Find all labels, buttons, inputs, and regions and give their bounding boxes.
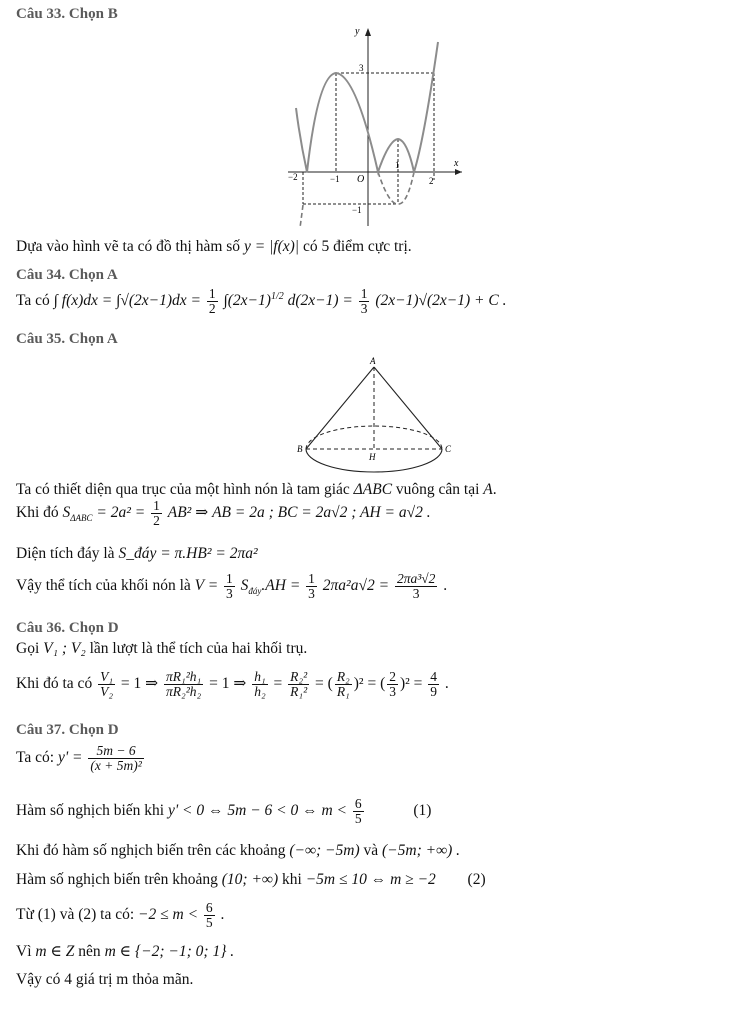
cone-label-A: A <box>370 356 376 366</box>
q34-heading: Câu 34. Chọn A <box>16 267 118 283</box>
q35-line4: Vậy thể tích của khối nón là V = $\frac{1}{3}$ $S_{đáy}.AH$ = $\frac{1}{3}$ 2πa²a√2 = $\frac{\text{2πa³√2}}{3}$ . <box>16 571 448 602</box>
q33-formula: y = |f(x)| <box>243 238 300 255</box>
q37-line1: Ta có: y' = $\frac{5m - 6}{\text{(x + 5m)²}}$ <box>16 743 142 774</box>
graph-tick-neg1: −1 <box>330 174 340 184</box>
graph-tick-neg2: −2 <box>288 172 298 182</box>
q35-heading: Câu 35. Chọn A <box>16 331 118 347</box>
cone-label-B: B <box>297 444 303 454</box>
q36-line1: Gọi V₁ ; V₂ lần lượt là thể tích của hai khối trụ. <box>16 640 308 657</box>
graph-tick-1: 1 <box>395 160 400 170</box>
graph-x-label: x <box>454 158 459 169</box>
q37-line6: Vì m ∈ Z nên m ∈ {−2; −1; 0; 1} . <box>16 943 235 960</box>
q37-line5: Từ (1) và (2) ta có: −2 ≤ m < $\frac{6}{5}$ . <box>16 900 225 931</box>
graph-tick-2: 2 <box>429 176 434 186</box>
q36-line2: Khi đó ta có $\frac{\text{V₁}}{\text{V₂}}$ = 1 ⇒ $\frac{\text{πR₁²h₁}}{\text{πR₂²h₂}}$ = 1 ⇒ $\frac{\text{h₁}}{\text{h₂}}$ = $\frac{\text{R₂²}}{\text{R₁²}}$ = ( $\frac{\text{R₂}}{\text{R₁}}$ )² = ( $\frac{2}{3}$ )² = $\frac{4}{9}$ . <box>16 669 449 700</box>
graph-tick-y-neg1: −1 <box>352 205 362 215</box>
cone-label-H: H <box>369 452 376 462</box>
q35-cone-figure <box>292 355 462 480</box>
graph-tick-3: 3 <box>359 63 364 73</box>
q36-heading: Câu 36. Chọn D <box>16 620 119 636</box>
graph-y-label: y <box>355 26 360 37</box>
q37-heading: Câu 37. Chọn D <box>16 722 119 738</box>
q33-graph <box>284 22 464 234</box>
q33-conclusion: Dựa vào hình vẽ ta có đồ thị hàm số y = |f(x)| có 5 điểm cực trị. <box>16 238 412 255</box>
q35-line2: Khi đó $S_{\Delta ABC} = 2a^2$ = $\frac{1}{2}$ AB² ⇒ AB = 2a ; BC = 2a√2 ; AH = a√2 . <box>16 498 431 529</box>
abs-f-curve <box>296 42 438 172</box>
q37-line2: Hàm số nghịch biến khi y' < 0 ⇔ 5m − 6 < 0 ⇔ m < $\frac{6}{5}$ (1) <box>16 796 432 827</box>
graph-origin-label: O <box>357 174 365 185</box>
q33-heading: Câu 33. Chọn B <box>16 6 118 22</box>
q37-line3: Khi đó hàm số nghịch biến trên các khoảng (−∞; −5m) và (−5m; +∞) . <box>16 842 461 859</box>
q35-line1: Ta có thiết diện qua trục của một hình nón là tam giác ΔABC vuông cân tại A. <box>16 481 497 498</box>
q34-solution: Ta có ∫ f(x)dx = ∫√(2x−1)dx = $\frac{1}{2}$ $\int(2x-1)^{1/2}$ d(2x−1) = $\frac{1}{3}$ (2x−1)√(2x−1) + C . <box>16 286 507 317</box>
q37-line7: Vậy có 4 giá trị m thỏa mãn. <box>16 971 194 988</box>
q35-line3: Diện tích đáy là S_đáy = π.HB² = 2πa² <box>16 545 258 562</box>
q37-line4: Hàm số nghịch biến trên khoảng (10; +∞) khi −5m ≤ 10 ⇔ m ≥ −2 (2) <box>16 871 486 888</box>
cone-label-C: C <box>445 444 452 454</box>
